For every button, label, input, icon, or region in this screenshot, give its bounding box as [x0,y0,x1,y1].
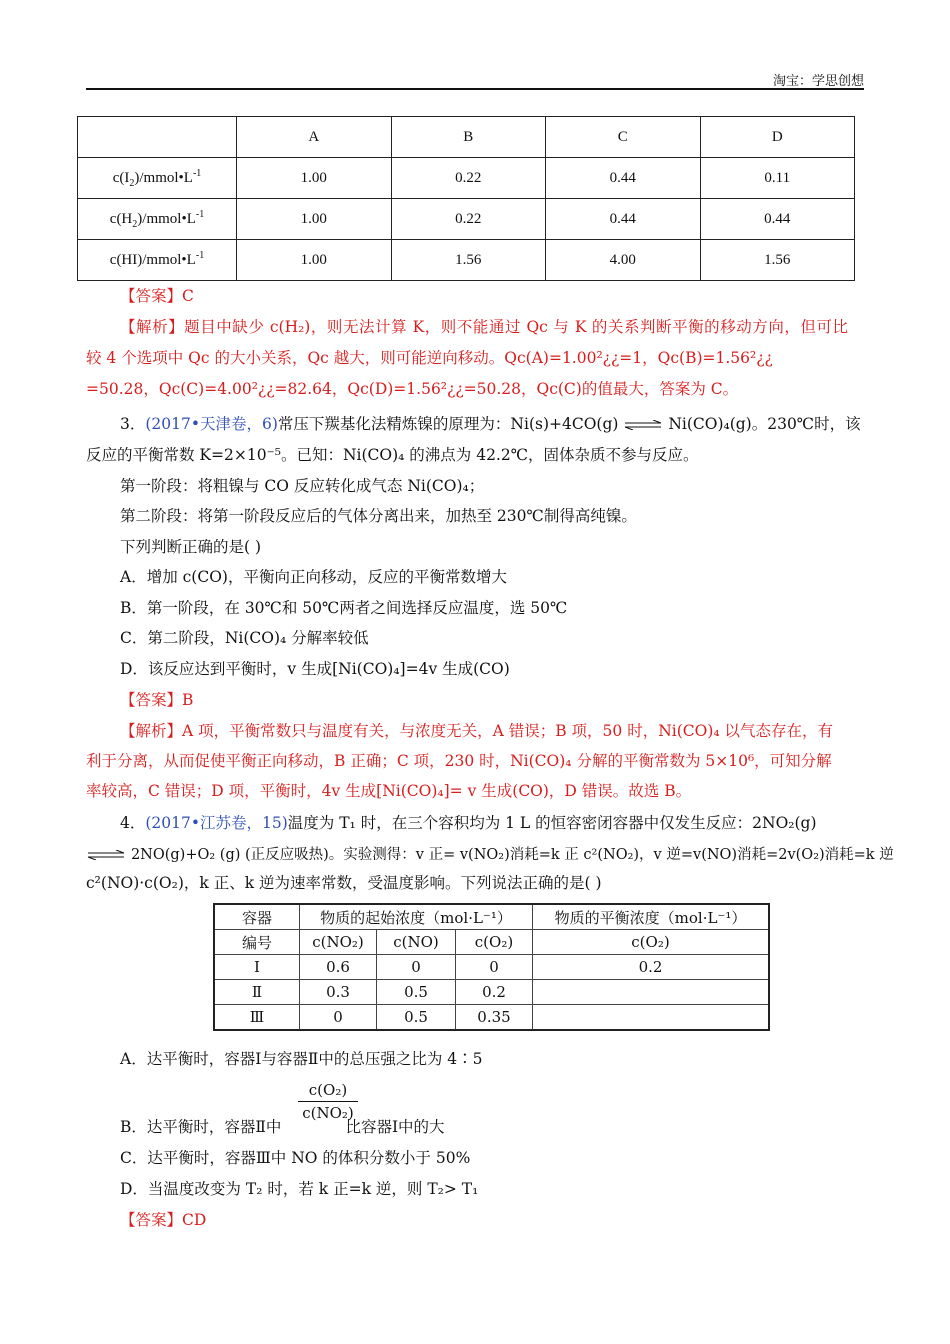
q2-analysis-line-3: =50.28，Qc(C)=4.00²¿¿=82.64，Qc(D)=1.56²¿¿=50.28，Qc(C)的值最大，答案为 C。 [86,380,739,398]
subheader-cell: c(NO₂) [300,930,377,955]
q3-analysis-line-1: 【解析】A 项，平衡常数只与温度有关，与浓度无关，A 错误；B 项，50 时，Ni(CO)₄ 以气态存在，有 [120,722,834,740]
header-text: 淘宝：学思创想 [772,74,864,89]
option-b-text-post: 比容器Ⅰ中的大 [345,1118,445,1136]
table-header-row [214,904,769,930]
page-header [86,70,864,90]
table-cell: 1.56 [391,240,546,281]
table-cell: 0.11 [700,158,855,199]
row-label: $c(H_2)/mmol•L^{-1}$ [78,199,237,240]
table-cell: 0.44 [546,199,701,240]
table-cell: 0.44 [700,199,855,240]
container-table [213,903,770,1031]
table-header-cell: D [700,117,855,158]
table-header-row [78,117,855,158]
q3-stage-2: 第二阶段：将第一阶段反应后的气体分离出来，加热至 230℃制得高纯镍。 [120,507,637,525]
header-number: 编号 [214,930,300,955]
q3-number: 3． [120,415,146,433]
fraction-denominator: c(NO₂) [302,1104,354,1122]
table-subheader-row [214,930,769,955]
table-cell: 0.2 [456,980,533,1005]
table-cell: 0.22 [391,199,546,240]
q4-option-d: D．当温度改变为 T₂ 时，若 k 正=k 逆，则 T₂> T₁ [120,1180,479,1198]
fraction-numerator: c(O₂) [298,1079,358,1102]
q3-analysis-line-2: 利于分离，从而促使平衡正向移动，B 正确；C 项，230 时，Ni(CO)₄ 分解的平衡常数为 5×10⁶，可知分解 [86,752,832,770]
q4-stem-text: 温度为 T₁ 时，在三个容积均为 1 L 的恒容密闭容器中仅发生反应：2NO₂(g) [287,814,817,832]
table-cell: 0.6 [300,955,377,980]
header-container: 容器 [214,904,300,930]
table-cell: 4.00 [546,240,701,281]
q4-stem-line-1 [120,808,900,838]
q2-analysis-line-2: 较 4 个选项中 Qc 的大小关系，Qc 越大，则可能逆向移动。Qc(A)=1.00²¿¿=1，Qc(B)=1.56²¿¿ [86,349,773,367]
row-id: Ⅱ [214,980,300,1005]
q4-option-b [120,1112,900,1142]
q4-option-c: C．达平衡时，容器Ⅲ中 NO 的体积分数小于 50% [120,1149,471,1167]
table-cell: 1.00 [237,240,392,281]
q3-source: (2017•天津卷，6) [145,415,278,433]
option-b-text-pre: B．达平衡时，容器Ⅱ中 [120,1118,282,1136]
subheader-cell: c(O₂) [533,930,770,955]
table-cell: 1.56 [700,240,855,281]
q4-number: 4． [120,814,146,832]
table-header-cell: A [237,117,392,158]
table-row [214,1005,769,1031]
subheader-cell: c(O₂) [456,930,533,955]
table-row [214,980,769,1005]
table-cell: 0.5 [377,1005,456,1031]
row-label: $c(HI)/mmol•L^{-1}$ [78,240,237,281]
table-cell: 0 [377,955,456,980]
table-row [78,158,855,199]
table-cell: 0.22 [391,158,546,199]
q3-stage-1: 第一阶段：将粗镍与 CO 反应转化成气态 Ni(CO)₄； [120,477,485,495]
table-row [78,199,855,240]
table-cell: 1.00 [237,199,392,240]
equilibrium-arrow-icon [86,850,126,860]
table-cell [533,1005,770,1031]
table-header-cell: C [546,117,701,158]
q3-prompt: 下列判断正确的是( ) [120,538,262,556]
q3-option-c: C．第二阶段，Ni(CO)₄ 分解率较低 [120,629,369,647]
table-cell: 0.44 [546,158,701,199]
q3-answer: 【答案】B [120,691,194,709]
q4-stem-text-2: 2NO(g)+O₂ (g) (正反应吸热)。实验测得：v 正= v(NO₂)消耗=k 正 c²(NO₂)，v 逆=v(NO)消耗=2v(O₂)消耗=k 逆 [130,847,894,863]
table-cell: 0.35 [456,1005,533,1031]
table-cell: 0.3 [300,980,377,1005]
q2-answer: 【答案】C [120,287,194,305]
q3-option-a: A．增加 c(CO)，平衡向正向移动，反应的平衡常数增大 [120,568,507,586]
header-initial: 物质的起始浓度（mol·L⁻¹） [300,904,533,930]
q3-stem-text-b: Ni(CO)₄(g)。230℃时，该 [668,415,861,433]
q3-option-b: B．第一阶段，在 30℃和 50℃两者之间选择反应温度，选 50℃ [120,599,568,617]
concentration-table [77,116,855,281]
table-cell: 1.00 [237,158,392,199]
table-cell [533,980,770,1005]
table-header-cell: B [391,117,546,158]
table-cell: 0.2 [533,955,770,980]
q4-option-a: A．达平衡时，容器Ⅰ与容器Ⅱ中的总压强之比为 4∶5 [120,1050,483,1068]
q3-stem-line-1 [120,409,865,439]
table-cell: 0 [456,955,533,980]
q3-stem-text: 常压下羰基化法精炼镍的原理为：Ni(s)+4CO(g) [277,415,619,433]
row-id: Ⅰ [214,955,300,980]
table-cell: 0.5 [377,980,456,1005]
q4-source: (2017•江苏卷，15) [145,814,288,832]
table-row [214,955,769,980]
subheader-cell: c(NO) [377,930,456,955]
table-cell: 0 [300,1005,377,1031]
row-id: Ⅲ [214,1005,300,1031]
header-equilibrium: 物质的平衡浓度（mol·L⁻¹） [533,904,770,930]
q3-analysis-line-3: 率较高，C 错误；D 项，平衡时，4v 生成[Ni(CO)₄]= v 生成(CO)，D 错误。故选 B。 [86,782,692,800]
equilibrium-arrow-icon [623,420,663,430]
q2-analysis-line-1: 【解析】题目中缺少 c(H₂)，则无法计算 K，则不能通过 Qc 与 K 的关系判断平衡的移动方向，但可比 [120,318,848,336]
row-label: $c(I_2)/mmol•L^{-1}$ [78,158,237,199]
q3-option-d: D．该反应达到平衡时，v 生成[Ni(CO)₄]=4v 生成(CO) [120,660,510,678]
table-header-cell [78,117,237,158]
q4-stem-line-2 [86,839,894,870]
table-row [78,240,855,281]
q4-answer: 【答案】CD [120,1211,207,1229]
q4-stem-line-3: c²(NO)·c(O₂)，k 正、k 逆为速率常数，受温度影响。下列说法正确的是( ) [86,874,602,892]
q3-stem-line-2: 反应的平衡常数 K=2×10⁻⁵。已知：Ni(CO)₄ 的沸点为 42.2℃，固体杂质不参与反应。 [86,446,699,464]
